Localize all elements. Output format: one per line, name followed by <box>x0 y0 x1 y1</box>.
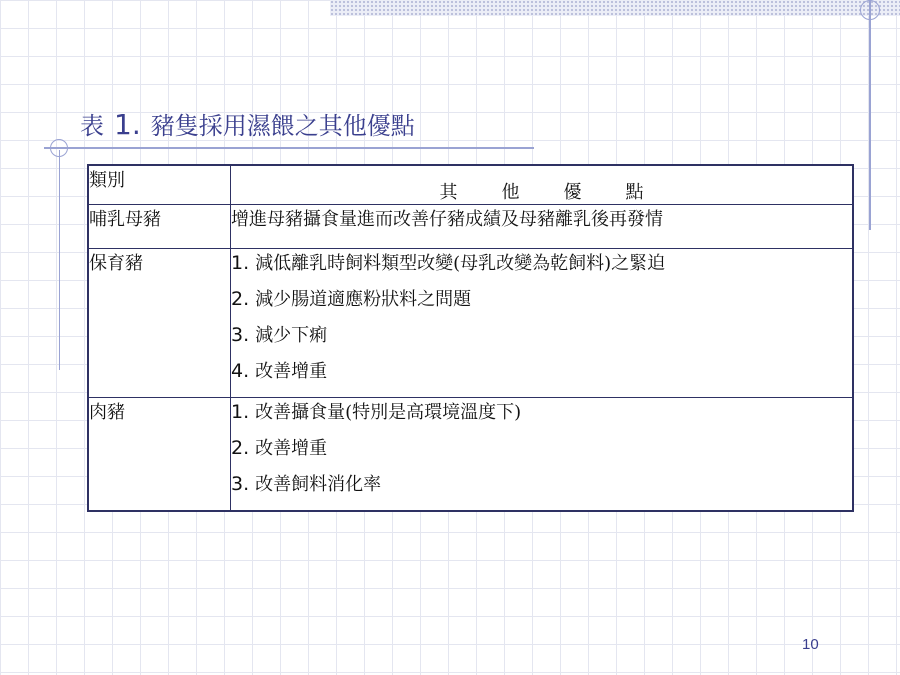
item-text: 改善增重 <box>255 361 328 382</box>
list-item <box>231 285 852 321</box>
item-text: 改善增重 <box>255 438 328 459</box>
list-item <box>231 434 852 470</box>
table-header-row <box>88 165 853 205</box>
title-number: 1. <box>114 108 141 141</box>
title-prefix: 表 <box>80 112 104 140</box>
item-list <box>231 398 852 510</box>
page-number: 10 <box>802 636 819 653</box>
left-vertical-rule <box>59 150 60 370</box>
item-number: 3. <box>231 473 250 495</box>
item-text: 改善攝食量(特別是高環境溫度下) <box>255 402 522 423</box>
item-text: 減少腸道適應粉狀料之問題 <box>255 289 472 310</box>
table-row <box>88 398 853 512</box>
list-item <box>231 249 852 285</box>
item-number: 1. <box>231 252 250 274</box>
list-item <box>231 321 852 357</box>
item-number: 2. <box>231 437 250 459</box>
list-item <box>231 470 852 506</box>
slide-title <box>80 106 415 141</box>
item-list <box>231 249 852 397</box>
item-text: 減低離乳時飼料類型改變(母乳改變為乾飼料)之緊迫 <box>255 253 666 274</box>
header-other-advantages: 其他優點 <box>231 165 854 205</box>
list-item <box>231 398 852 434</box>
row-description <box>231 249 854 398</box>
item-number: 4. <box>231 360 250 382</box>
list-item <box>231 357 852 393</box>
right-vertical-rule <box>869 0 871 230</box>
row-category: 肉豬 <box>88 398 231 512</box>
row-category: 保育豬 <box>88 249 231 398</box>
item-text: 減少下痢 <box>255 325 328 346</box>
item-text: 改善飼料消化率 <box>255 474 382 495</box>
title-text: 豬隻採用濕餵之其他優點 <box>150 112 415 140</box>
row-category: 哺乳母豬 <box>88 205 231 249</box>
table-row <box>88 205 853 249</box>
row-description <box>231 398 854 512</box>
row-description: 增進母豬攝食量進而改善仔豬成績及母豬離乳後再發情 <box>231 205 854 249</box>
title-circle-ornament <box>50 139 68 157</box>
header-category: 類別 <box>88 165 231 205</box>
title-underline-rule <box>44 147 534 149</box>
item-number: 1. <box>231 401 250 423</box>
item-number: 2. <box>231 288 250 310</box>
item-number: 3. <box>231 324 250 346</box>
top-dotted-band <box>330 0 900 16</box>
advantages-table <box>87 164 854 512</box>
table-row <box>88 249 853 398</box>
